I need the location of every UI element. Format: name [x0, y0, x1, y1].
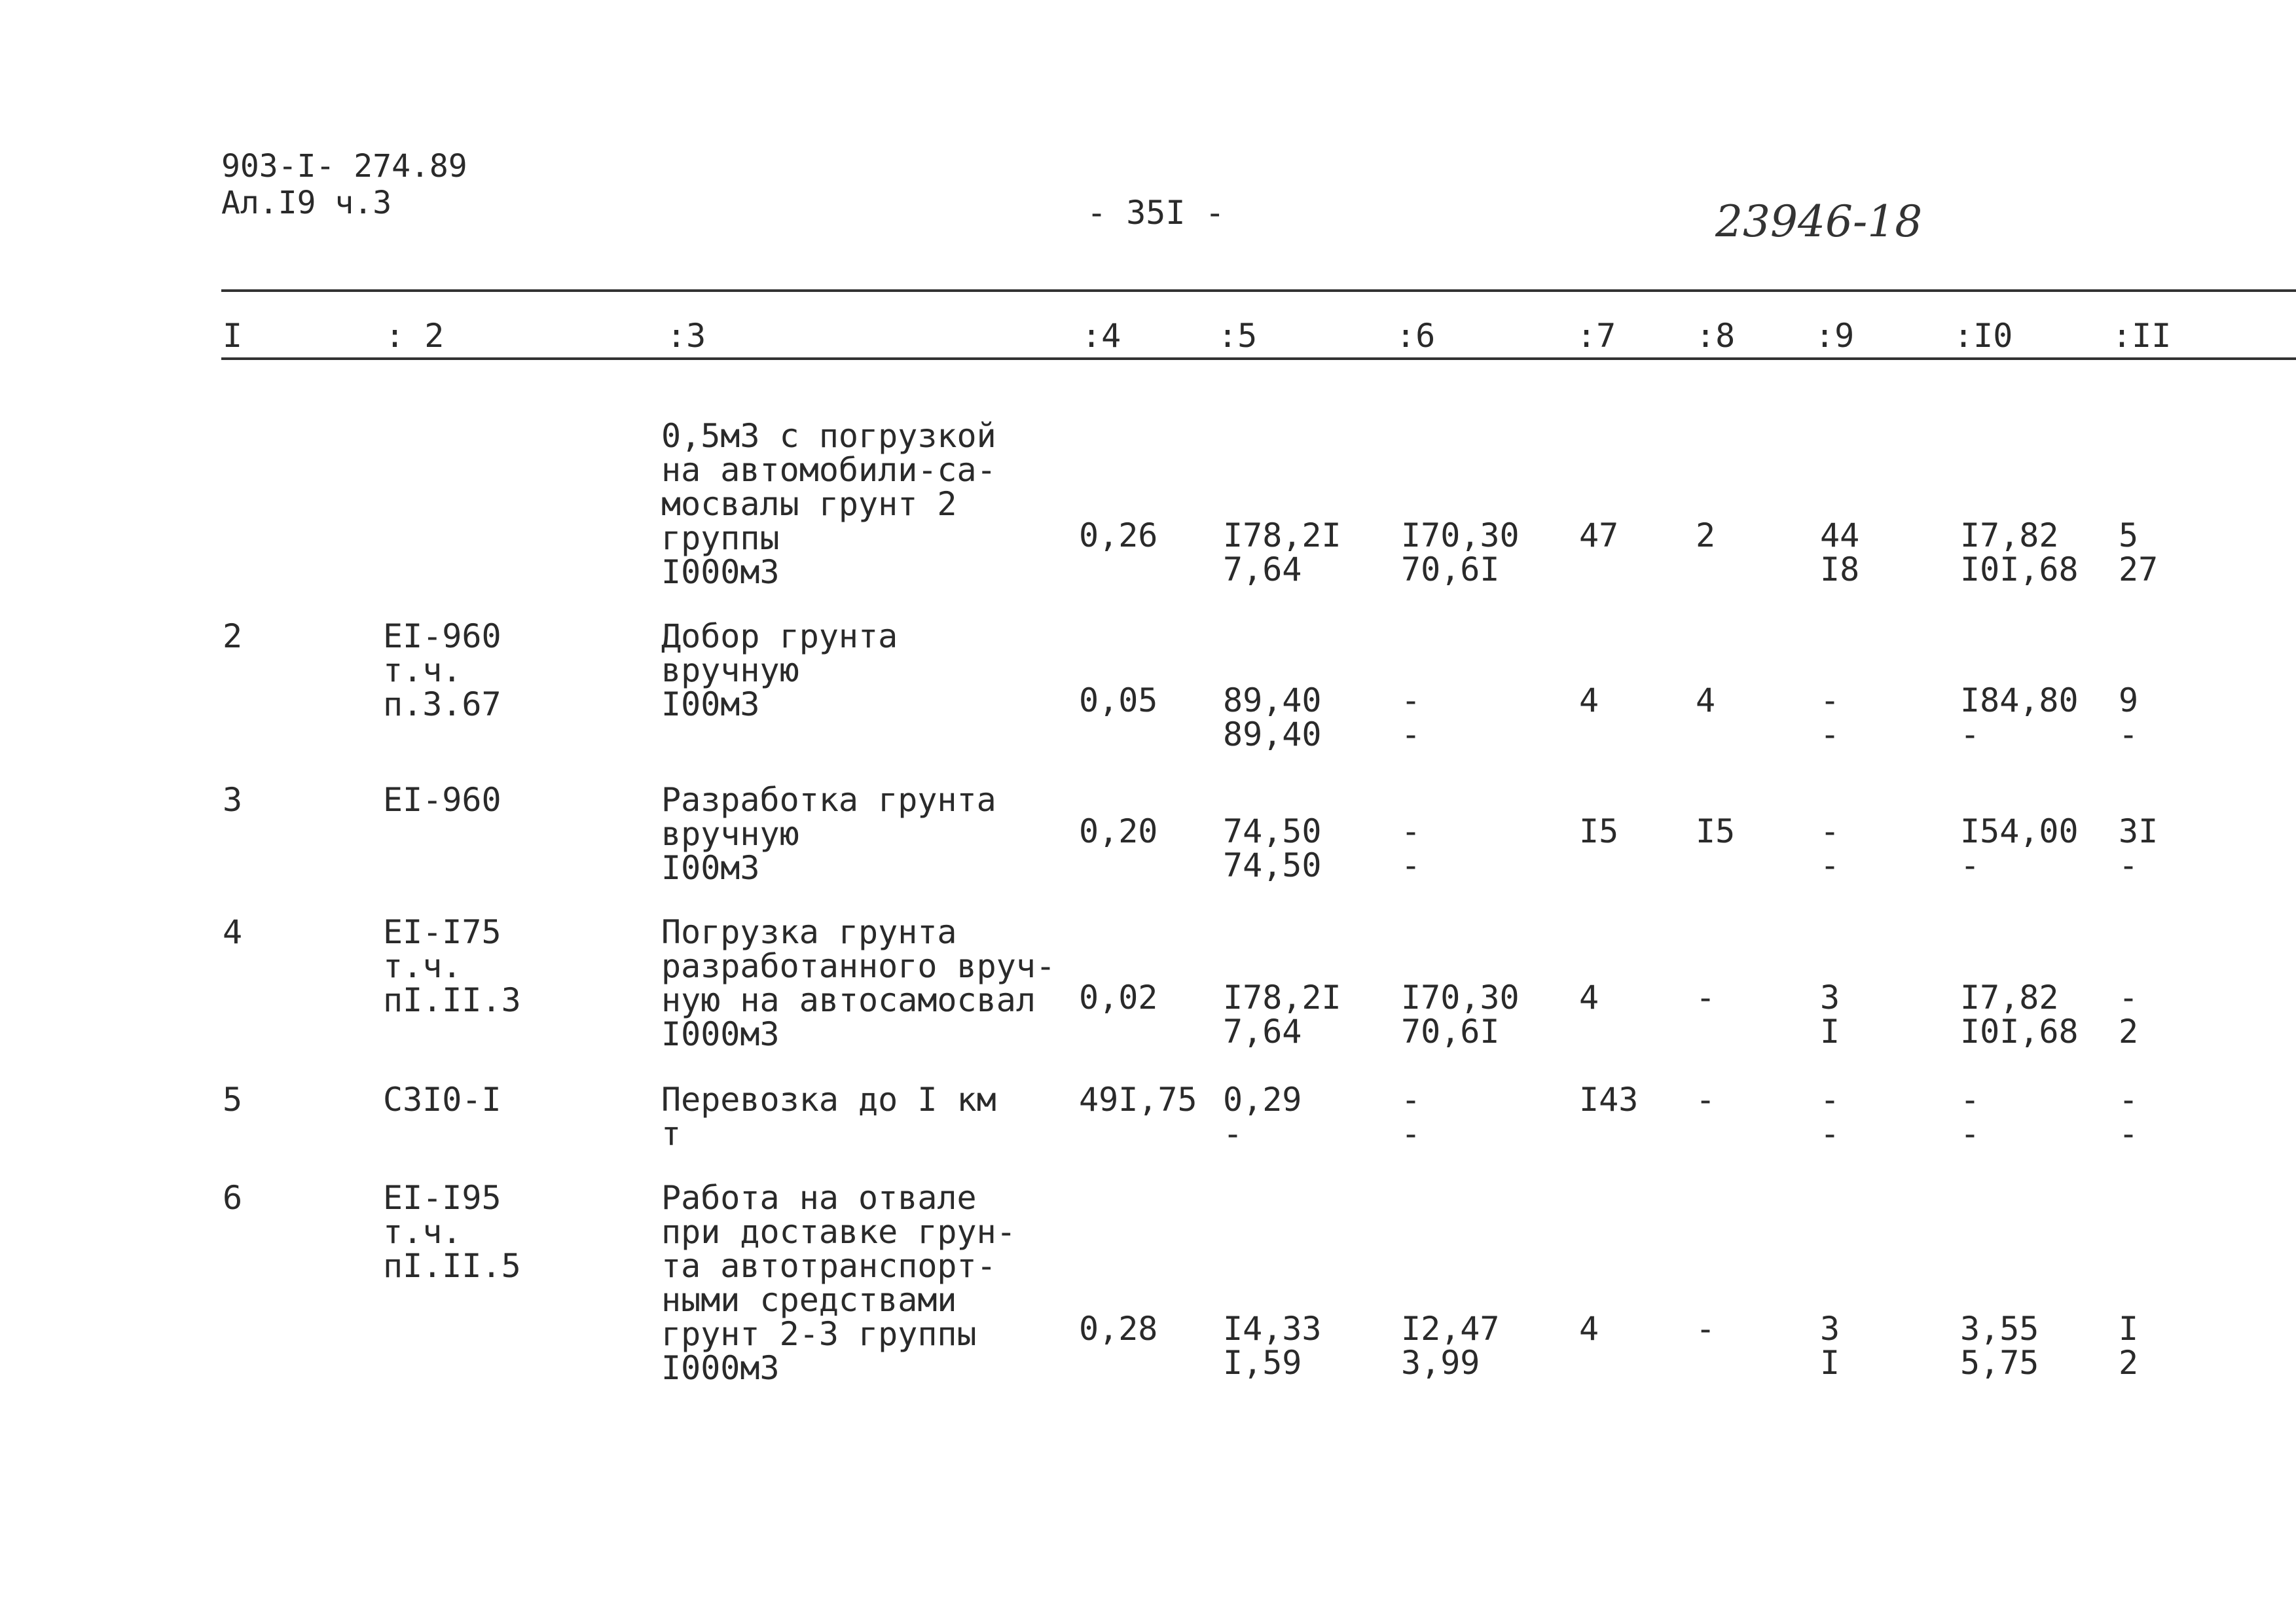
cell-col-8: 4 — [1696, 681, 1716, 719]
cell-col-8: - — [1696, 979, 1716, 1017]
cell-col-11: - - — [2119, 1081, 2139, 1153]
cell-col-11: - 2 — [2119, 979, 2139, 1051]
cell-work-description: Разработка грунта вручную I00м3 — [661, 781, 996, 887]
cell-norm-code: С3I0-I — [383, 1081, 501, 1119]
cell-col-7: 4 — [1579, 1310, 1599, 1348]
column-header-2: : 2 — [385, 317, 445, 355]
cell-quantity: 0,28 — [1079, 1310, 1158, 1348]
column-header-8: :8 — [1696, 317, 1736, 355]
cell-col-6: I2,47 3,99 — [1401, 1310, 1500, 1382]
cell-col-9: - - — [1820, 681, 1840, 753]
cell-col-7: I43 — [1579, 1081, 1639, 1119]
cell-col-5: I4,33 I,59 — [1223, 1310, 1322, 1382]
cell-col-11: I 2 — [2119, 1310, 2139, 1382]
cell-col-8: - — [1696, 1081, 1716, 1119]
cell-col-10: I84,80 - — [1960, 681, 2079, 753]
cell-row-number: 4 — [223, 913, 243, 951]
cell-col-5: 89,40 89,40 — [1223, 681, 1322, 753]
column-header-1: I — [223, 317, 243, 355]
cell-norm-code: EI-I75 т.ч. пI.II.3 — [383, 913, 521, 1019]
cell-work-description: 0,5м3 с погрузкой на автомобили-са- мосвалы грунт 2 группы I000м3 — [661, 417, 996, 591]
cell-col-6: I70,30 70,6I — [1401, 979, 1520, 1051]
cell-col-8: 2 — [1696, 516, 1716, 554]
cell-col-6: - - — [1401, 681, 1421, 753]
cell-col-9: 44 I8 — [1820, 516, 1860, 588]
cell-col-7: 47 — [1579, 516, 1619, 554]
cell-col-11: 3I - — [2119, 812, 2159, 884]
cell-col-10: - - — [1960, 1081, 1980, 1153]
cell-col-6: - - — [1401, 812, 1421, 884]
cell-quantity: 0,05 — [1079, 681, 1158, 719]
cell-quantity: 0,20 — [1079, 812, 1158, 850]
cell-norm-code: EI-960 т.ч. п.3.67 — [383, 617, 501, 723]
cell-col-7: 4 — [1579, 979, 1599, 1017]
document-code — [221, 148, 467, 221]
cell-row-number: 3 — [223, 781, 243, 819]
cell-work-description: Работа на отвале при доставке грун- та автотранспорт- ными средствами грунт 2-3 группы I000м3 — [661, 1179, 1016, 1387]
column-header-9: :9 — [1815, 317, 1855, 355]
column-header-3: :3 — [666, 317, 706, 355]
cell-col-8: I5 — [1696, 812, 1736, 850]
cell-quantity: 0,02 — [1079, 979, 1158, 1017]
document-code-line2: Ал.I9 ч.3 — [221, 185, 392, 221]
cell-col-10: 3,55 5,75 — [1960, 1310, 2039, 1382]
cell-quantity: 0,26 — [1079, 516, 1158, 554]
cell-col-8: - — [1696, 1310, 1716, 1348]
cell-col-6: - - — [1401, 1081, 1421, 1153]
cell-col-5: 74,50 74,50 — [1223, 812, 1322, 884]
cell-norm-code: EI-I95 т.ч. пI.II.5 — [383, 1179, 521, 1285]
cell-work-description: Погрузка грунта разработанного вруч- ную на автосамосвал I000м3 — [661, 913, 1056, 1053]
cell-col-9: 3 I — [1820, 979, 1840, 1051]
cell-col-6: I70,30 70,6I — [1401, 516, 1520, 588]
cell-col-11: 5 27 — [2119, 516, 2159, 588]
cell-work-description: Перевозка до I км т — [661, 1081, 996, 1153]
cell-col-9: - - — [1820, 1081, 1840, 1153]
column-header-5: :5 — [1218, 317, 1258, 355]
table-header-rule — [221, 357, 2296, 360]
cell-row-number: 6 — [223, 1179, 243, 1217]
page-number: - 35I - — [1087, 194, 1225, 232]
column-header-10: :I0 — [1954, 317, 2013, 355]
cell-norm-code: EI-960 — [383, 781, 501, 819]
cell-col-11: 9 - — [2119, 681, 2139, 753]
document-code-line1: 903-I- 274.89 — [221, 148, 467, 185]
cell-row-number: 2 — [223, 617, 243, 655]
cell-col-7: 4 — [1579, 681, 1599, 719]
column-header-7: :7 — [1576, 317, 1616, 355]
cell-col-5: 0,29 - — [1223, 1081, 1302, 1153]
cell-col-7: I5 — [1579, 812, 1619, 850]
cell-col-9: 3 I — [1820, 1310, 1840, 1382]
table-top-rule — [221, 289, 2296, 292]
cell-col-10: I54,00 - — [1960, 812, 2079, 884]
cell-quantity: 49I,75 — [1079, 1081, 1197, 1119]
cell-row-number: 5 — [223, 1081, 243, 1119]
cell-col-5: I78,2I 7,64 — [1223, 979, 1341, 1051]
column-header-4: :4 — [1082, 317, 1121, 355]
registration-number: 23946-18 — [1715, 196, 1923, 247]
cell-work-description: Добор грунта вручную I00м3 — [661, 617, 898, 723]
column-header-6: :6 — [1396, 317, 1436, 355]
cell-col-10: I7,82 I0I,68 — [1960, 979, 2079, 1051]
column-header-11: :II — [2112, 317, 2172, 355]
cell-col-10: I7,82 I0I,68 — [1960, 516, 2079, 588]
cell-col-9: - - — [1820, 812, 1840, 884]
cell-col-5: I78,2I 7,64 — [1223, 516, 1341, 588]
